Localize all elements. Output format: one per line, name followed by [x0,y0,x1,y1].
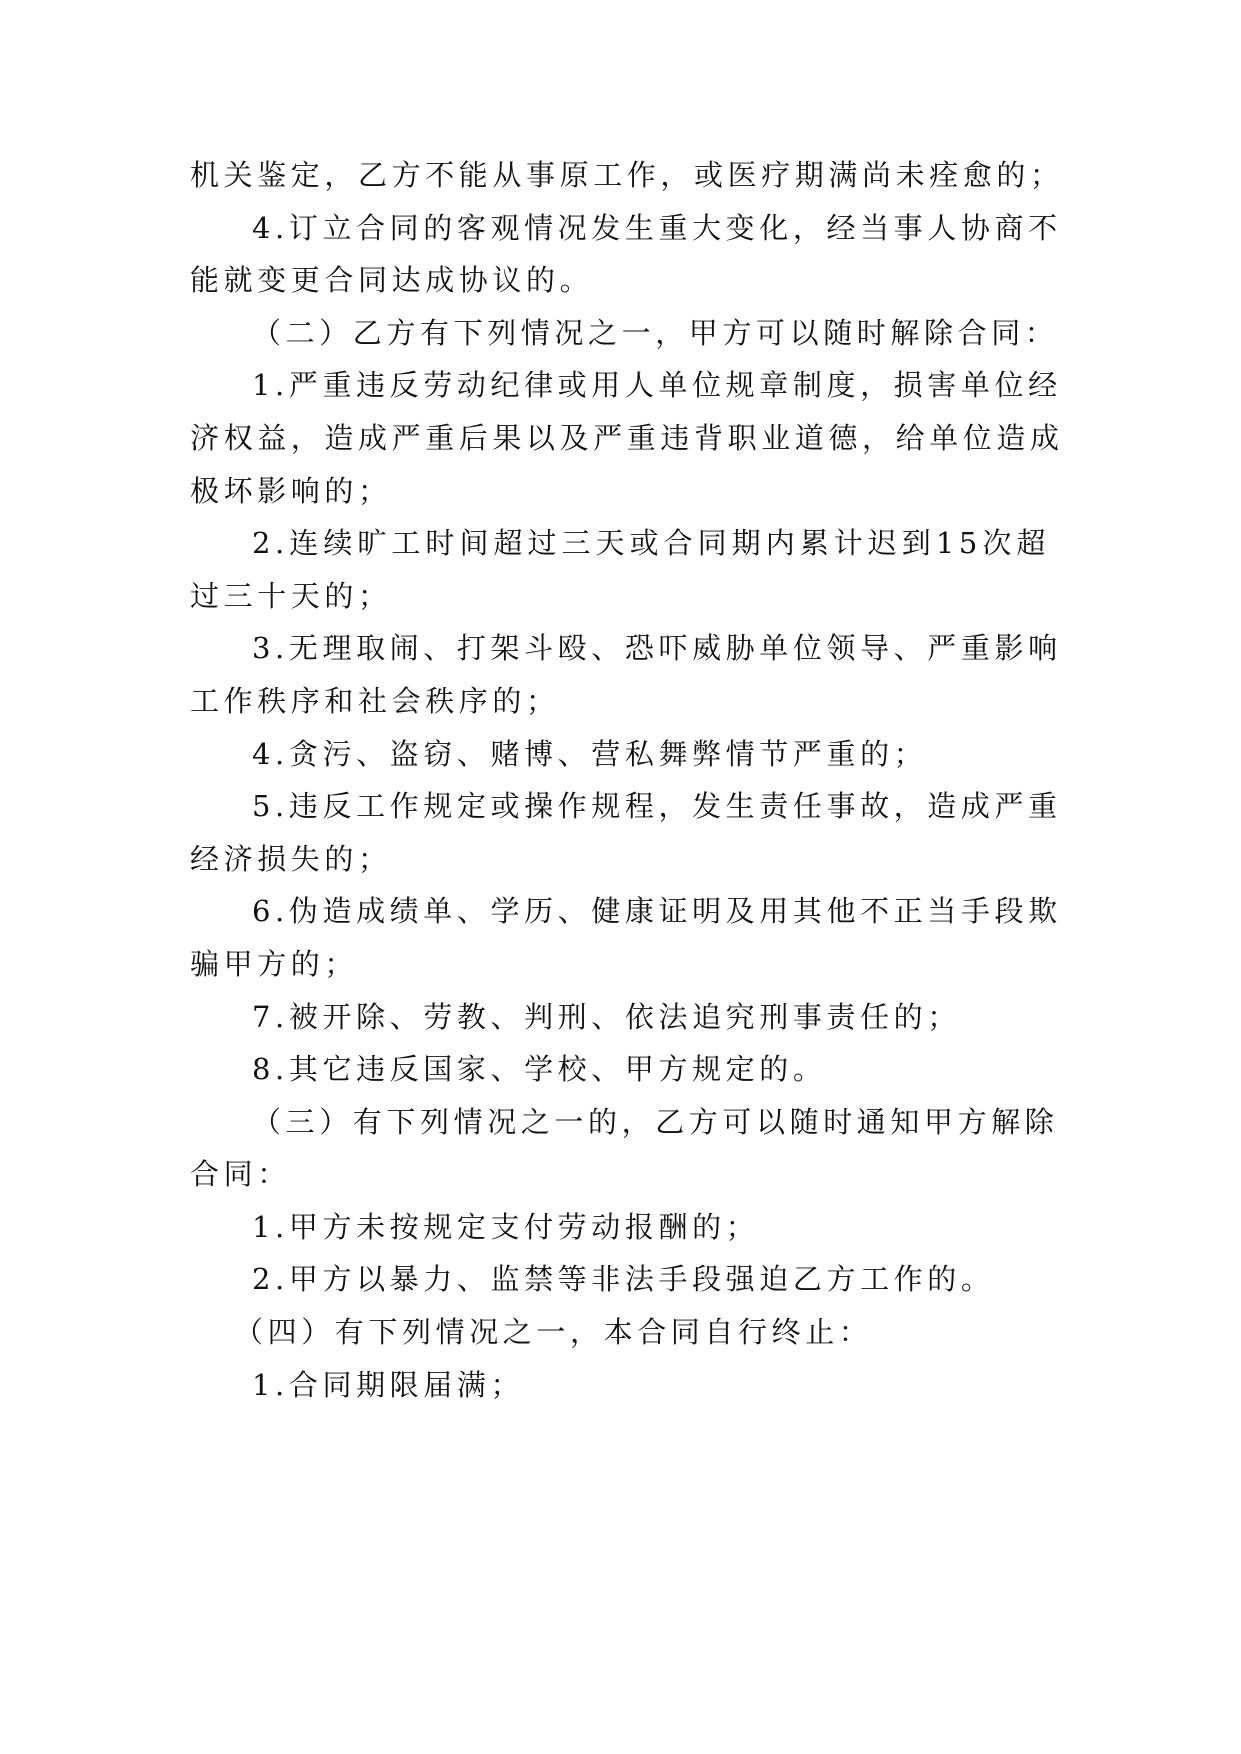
section-heading: （四）有下列情况之一，本合同自行终止： [234,1315,873,1350]
text-line: 过三十天的； [190,578,392,613]
text-line: 3.无理取闹、打架斗殴、恐吓威胁单位领导、严重影响 [252,631,1062,666]
text-line: 济权益，造成严重后果以及严重违背职业道德，给单位造成 [190,420,1064,455]
text-line: 1.合同期限届满； [252,1367,525,1402]
section-heading: （三）有下列情况之一的，乙方可以随时通知甲方解除 [252,1104,1059,1139]
text-line: 工作秩序和社会秩序的； [190,683,560,718]
text-line: 1.甲方未按规定支付劳动报酬的； [252,1209,760,1244]
text-line: 机关鉴定，乙方不能从事原工作，或医疗期满尚未痊愈的； [190,158,1064,192]
text-line: 4.贪污、盗窃、赌博、营私舞弊情节严重的； [252,736,928,771]
text-line: 骗甲方的； [190,946,359,981]
text-line: 极坏影响的； [190,473,392,508]
text-line: 8.其它违反国家、学校、甲方规定的。 [252,1052,827,1087]
text-line: 7.被开除、劳教、判刑、依法追究刑事责任的； [252,999,961,1034]
text-line: 6.伪造成绩单、学历、健康证明及用其他不正当手段欺 [252,894,1062,929]
text-line: 2.连续旷工时间超过三天或合同期内累计迟到15次超 [252,526,1050,561]
text-line: 1.严重违反劳动纪律或用人单位规章制度，损害单位经 [252,368,1062,403]
document-body [190,158,1064,1420]
section-heading: （二）乙方有下列情况之一，甲方可以随时解除合同： [252,315,1059,350]
text-line: 4.订立合同的客观情况发生重大变化，经当事人协商不 [252,210,1062,245]
text-line: 经济损失的； [190,841,392,876]
text-line: 2.甲方以暴力、监禁等非法手段强迫乙方工作的。 [252,1262,995,1297]
text-line: 5.违反工作规定或操作规程，发生责任事故，造成严重 [252,789,1062,824]
text-line: 能就变更合同达成协议的。 [190,263,594,298]
text-line: 合同： [190,1157,291,1192]
